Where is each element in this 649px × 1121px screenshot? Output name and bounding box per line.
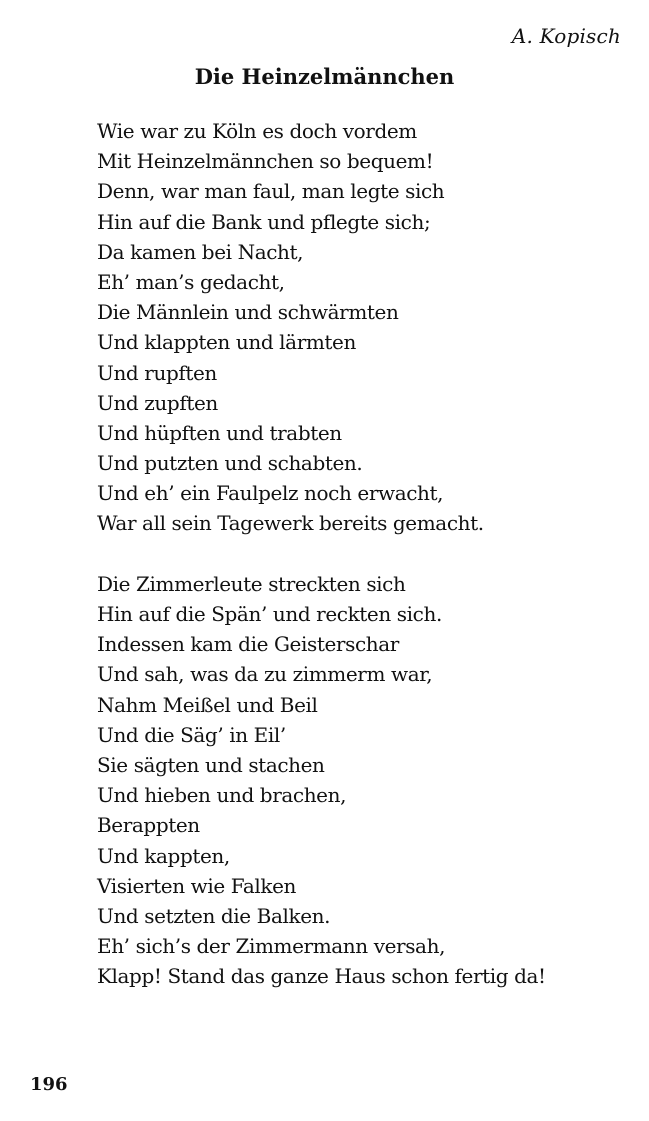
poem-line: Die Männlein und schwärmten bbox=[97, 300, 399, 325]
poem-line: Und kappten, bbox=[97, 843, 230, 868]
poem-line: Visierten wie Falken bbox=[97, 873, 297, 898]
poem-title: Die Heinzelmännchen bbox=[194, 64, 455, 89]
poem-line: Nahm Meißel und Beil bbox=[97, 692, 318, 717]
poem-body bbox=[97, 116, 546, 991]
poem-line: Eh’ man’s gedacht, bbox=[97, 269, 285, 294]
poem-line: Und hüpften und trabten bbox=[97, 420, 342, 445]
poem-line: Klapp! Stand das ganze Haus schon fertig da! bbox=[97, 964, 546, 989]
poem-line: Und die Säg’ in Eil’ bbox=[97, 722, 286, 747]
poem-line: Wie war zu Köln es doch vordem bbox=[97, 119, 417, 143]
poem-line: Sie sägten und stachen bbox=[97, 752, 325, 777]
poem-line: Und eh’ ein Faulpelz noch erwacht, bbox=[97, 481, 444, 506]
poem-line: Hin auf die Spän’ und reckten sich. bbox=[97, 602, 442, 626]
page-number: 196 bbox=[30, 1074, 68, 1095]
poem-line: Die Zimmerleute streckten sich bbox=[97, 571, 406, 596]
poem-line: Und hieben und brachen, bbox=[97, 783, 347, 808]
stanza-divider bbox=[97, 539, 546, 569]
poem-line: Und putzten und schabten. bbox=[97, 451, 363, 476]
poem-line: Und setzten die Balken. bbox=[97, 903, 331, 928]
author-name: A. Kopisch bbox=[511, 24, 621, 48]
poem-line: War all sein Tagewerk bereits gemacht. bbox=[97, 511, 484, 536]
poem-line: Hin auf die Bank und pflegte sich; bbox=[97, 209, 431, 234]
poem-line: Indessen kam die Geisterschar bbox=[97, 632, 399, 657]
poem-line: Da kamen bei Nacht, bbox=[97, 239, 304, 264]
poem-line: Mit Heinzelmännchen so bequem! bbox=[97, 149, 434, 174]
stanza bbox=[97, 569, 546, 992]
poem-line: Eh’ sich’s der Zimmermann versah, bbox=[97, 934, 446, 959]
poem-line: Denn, war man faul, man legte sich bbox=[97, 179, 445, 204]
poem-line: Und zupften bbox=[97, 390, 218, 415]
poem-line: Und sah, was da zu zimmerm war, bbox=[97, 662, 433, 687]
stanza bbox=[97, 116, 546, 539]
poem-line: Berappten bbox=[97, 813, 200, 838]
poem-line: Und klappten und lärmten bbox=[97, 330, 356, 355]
poem-line: Und rupften bbox=[97, 360, 217, 385]
